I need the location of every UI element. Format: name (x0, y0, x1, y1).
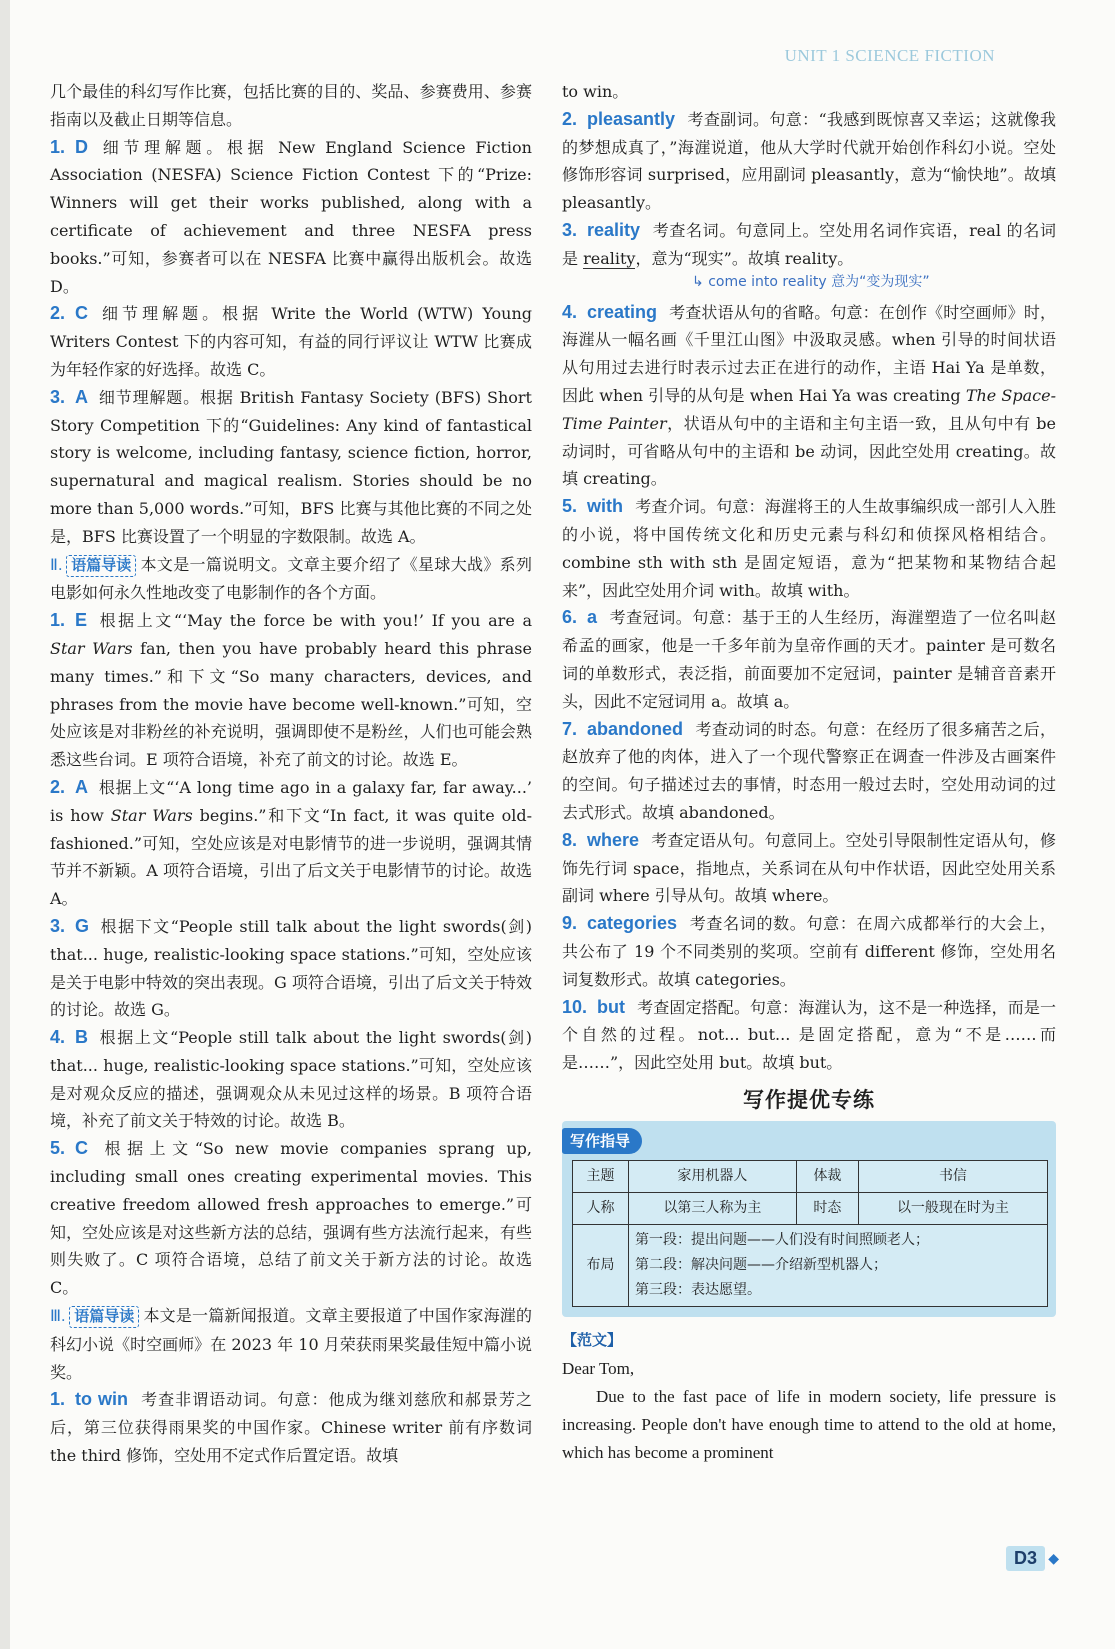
answer-1-1: 1. D 细节理解题。根据 New England Science Fiction Association (NESFA) Science Fiction Contest 下的“Prize: Winners will get their works published, along with a certificate of achievement and three NESFA press books.”可知，参赛者可以在 NESFA 比赛中赢得出版机会。故选 D。 (50, 136, 532, 296)
section-2-guide: Ⅱ. 语篇导读 本文是一篇说明文。文章主要介绍了《星球大战》系列电影如何永久性地改变了电影制作的各个方面。 (50, 554, 532, 603)
writing-guide-tag: 写作指导 (562, 1128, 642, 1154)
answer-1-3: 3. A 细节理解题。根据 British Fantasy Society (BFS) Short Story Competition 下的“Guidelines: Any kind of fantastical story is welcome, including fantasy, science fiction, horror, supernatural and magical realism. Stories should be no more than 5,000 words.”可知，BFS 比赛与其他比赛的不同之处是，BFS 比赛设置了一个明显的字数限制。故选 A。 (50, 386, 532, 546)
table-cell: 布局 (573, 1225, 629, 1307)
running-header: UNIT 1 SCIENCE FICTION (784, 46, 995, 65)
layout-line: 第二段：解决问题——介绍新型机器人； (634, 1257, 887, 1274)
writing-guide-table (572, 1160, 1048, 1307)
answer-3-2: 2. pleasantly 考查副词。句意：“我感到既惊喜又幸运；这就像我的梦想成真了，”海漄说道，他从大学时代就开始创作科幻小说。空处修饰形容词 surprised，应用副词 pleasantly，意为“愉快地”。故填 pleasantly。 (562, 108, 1056, 213)
book-icon: ◆ (1048, 1551, 1059, 1567)
table-cell: 以一般现在时为主 (858, 1193, 1047, 1225)
answer-3-3: 3. reality 考查名词。句意同上。空处用名词作宾语，real 的名词是 reality，意为“现实”。故填 reality。 (562, 219, 1056, 268)
table-cell: 书信 (858, 1161, 1047, 1193)
sample-essay-tag: 【范文】 (562, 1331, 623, 1350)
continuation-text: to win。 (562, 82, 629, 101)
left-column (50, 78, 532, 1470)
intro-paragraph: 几个最佳的科幻写作比赛，包括比赛的目的、奖品、参赛费用、参赛指南以及截止日期等信息。 (50, 82, 532, 129)
answer-3-4: 4. creating 考查状语从句的省略。句意：在创作《时空画师》时，海漄从一幅名画《千里江山图》中汲取灵感。when 引导的时间状语从句用过去进行时表示过去正在进行的动作，主语 Hai Ya 是单数，因此 when 引导的从句是 when Hai Ya was creating The Space-Time Painter，状语从句中的主语和主句主语一致，且从句中有 be 动词时，可省略从句中的主语和 be 动词，因此空处用 creating。故填 creating。 (562, 301, 1056, 489)
answer-2-1: 1. E 根据上文“‘May the force be with you!’ If you are a Star Wars fan, then you have probably heard this phrase many times.”和下文“So many characters, devices, and phrases from the movie have become well-known.”可知，空处应该是对非粉丝的补充说明，强调即使不是粉丝，人们也可能会熟悉这些台词。E 项符合语境，补充了前文的讨论。故选 E。 (50, 610, 532, 770)
answer-2-5: 5. C 根据上文“So new movie companies sprang up, including small ones creating experimental movies. This creative freedom allowed fresh approaches to emerge.”可知，空处应该是对这些新方法的总结，强调有些方法流行起来，有些则失败了。C 项符合语境，总结了前文关于新方法的讨论。故选 C。 (50, 1138, 532, 1298)
answer-3-1: 1. to win 考查非谓语动词。句意：他成为继刘慈欣和郝景芳之后，第三位获得雨果奖的中国作家。Chinese writer 前有序数词 the third 修饰，空处用不定式作后置定语。故填 (50, 1389, 532, 1466)
table-cell: 时态 (796, 1193, 858, 1225)
table-cell: 人称 (573, 1193, 629, 1225)
letter-greeting: Dear Tom, (562, 1359, 635, 1379)
writing-guide-box (562, 1121, 1056, 1318)
answer-3-8: 8. where 考查定语从句。句意同上。空处引导限制性定语从句，修饰先行词 space，指地点，关系词在从句中作状语，因此空处用关系副词 where 引导从句。故填 where。 (562, 829, 1056, 906)
layout-line: 第三段：表达愿望。 (634, 1282, 761, 1299)
answer-2-3: 3. G 根据下文“People still talk about the light swords(剑) that... huge, realistic-looking space stations.”可知，空处应该是关于电影中特效的突出表现。G 项符合语境，引出了后文关于特效的讨论。故选 G。 (50, 915, 532, 1020)
answer-3-9: 9. categories 考查名词的数。句意：在周六成都举行的大会上，共公布了 19 个不同类别的奖项。空前有 different 修饰，空处用名词复数形式。故填 categories。 (562, 913, 1056, 989)
layout-cell (628, 1225, 1047, 1307)
discourse-guide-badge: 语篇导读 (69, 1306, 139, 1328)
page-number: D3 (1006, 1546, 1045, 1571)
answer-1-2: 2. C 细节理解题。根据 Write the World (WTW) Young Writers Contest 下的内容可知，有益的同行评议让 WTW 比赛成为年轻作家的好选择。故选 C。 (50, 303, 532, 379)
writing-section-title: 写作提优专练 (743, 1087, 875, 1112)
right-column (562, 78, 1056, 1466)
table-cell: 家用机器人 (628, 1161, 796, 1193)
answer-3-5: 5. with 考查介词。句意：海漄将王的人生故事编织成一部引人入胜的小说，将中国传统文化和历史元素与科幻和侦探风格相结合。combine sth with sth 是固定短语，意为“把某物和某物结合起来”，因此空处用介词 with。故填 with。 (562, 496, 1056, 600)
handwritten-note: ↳ come into reality 意为“变为现实” (692, 273, 930, 290)
answer-2-4: 4. B 根据上文“People still talk about the light swords(剑) that... huge, realistic-looking space stations.”可知，空处应该是对观众反应的描述，强调观众从未见过这样的场景。B 项符合语境，补充了前文关于特效的讨论。故选 B。 (50, 1027, 532, 1131)
answer-2-2: 2. A 根据上文“‘A long time ago in a galaxy far, far away...’ is how Star Wars begins.”和下文“In fact, it was quite old-fashioned.”可知，空处应该是对电影情节的进一步说明，强调其情节并不新颖。A 项符合语境，引出了后文关于电影情节的讨论。故选 A。 (50, 776, 532, 909)
table-cell: 以第三人称为主 (628, 1193, 796, 1225)
answer-3-7: 7. abandoned 考查动词的时态。句意：在经历了很多痛苦之后，赵放弃了他的肉体，进入了一个现代警察正在调查一件涉及古画案件的空间。句子描述过去的事情，时态用一般过去时，空处用动词的过去式形式。故填 abandoned。 (562, 718, 1056, 822)
answer-3-10: 10. but 考查固定搭配。句意：海漄认为，这不是一种选择，而是一个自然的过程。not... but... 是固定搭配，意为“不是……而是……”，因此空处用 but。故填 but。 (562, 996, 1056, 1073)
layout-line: 第一段：提出问题——人们没有时间照顾老人； (634, 1232, 929, 1249)
discourse-guide-badge: 语篇导读 (66, 555, 136, 577)
section-3-guide: Ⅲ. 语篇导读 本文是一篇新闻报道。文章主要报道了中国作家海漄的科幻小说《时空画师》在 2023 年 10 月荣获雨果奖最佳短中篇小说奖。 (50, 1306, 532, 1382)
curved-arrow-icon: ↳ (692, 273, 709, 290)
table-cell: 主题 (573, 1161, 629, 1193)
table-cell: 体裁 (796, 1161, 858, 1193)
answer-3-6: 6. a 考查冠词。句意：基于王的人生经历，海漄塑造了一位名叫赵希孟的画家，他是一千多年前为皇帝作画的天才。painter 是可数名词的单数形式，表泛指，前面要加不定冠词，painter 是辅音音素开头，因此不定冠词用 a。故填 a。 (562, 607, 1056, 711)
letter-body: Due to the fast pace of life in modern society, life pressure is increasing. People don't have enough time to attend to the old at home, which has become a prominent (562, 1387, 1056, 1462)
